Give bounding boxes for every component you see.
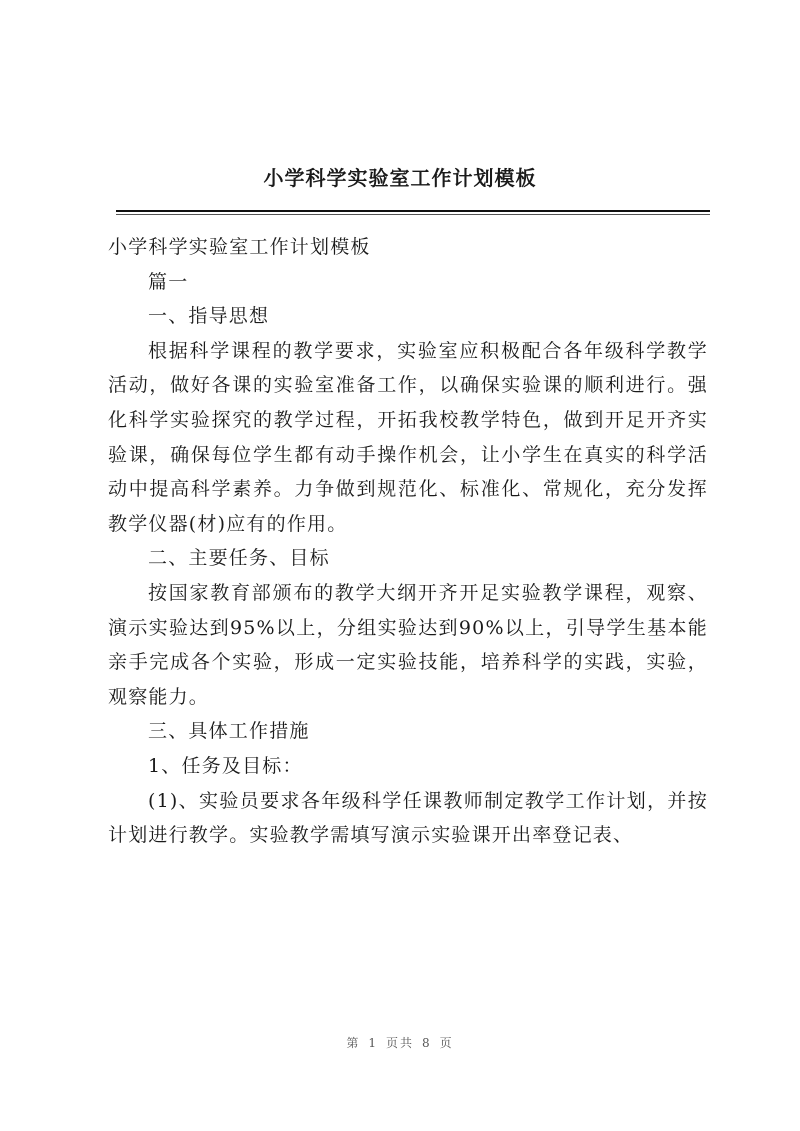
page-title: 小学科学实验室工作计划模板 xyxy=(263,166,537,190)
section-heading: 一、指导思想 xyxy=(148,305,270,328)
page-number: 1 xyxy=(368,1036,378,1050)
page-prefix: 第 xyxy=(346,1036,361,1050)
title-divider xyxy=(116,210,710,212)
page-middle: 页共 xyxy=(385,1036,414,1050)
body-heading: 小学科学实验室工作计划模板 xyxy=(108,236,371,258)
body-paragraph: (1)、实验员要求各年级科学任课教师制定教学工作计划，并按计划进行教学。实验教学需填写演示实验课开出率登记表、 xyxy=(108,789,708,847)
page-footer xyxy=(0,1034,800,1051)
body-paragraph: 按国家教育部颁布的教学大纲开齐开足实验教学课程，观察、演示实验达到95%以上，分组实验达到90%以上，引导学生基本能亲手完成各个实验，形成一定实验技能，培养科学的实践，实验，观察能力。 xyxy=(108,581,708,708)
document-body xyxy=(108,230,708,853)
page-suffix: 页 xyxy=(439,1036,454,1050)
title-divider-thin xyxy=(116,214,710,215)
section-heading: 二、主要任务、目标 xyxy=(148,547,330,570)
total-pages: 8 xyxy=(422,1036,432,1050)
section-label: 篇一 xyxy=(148,270,189,293)
subsection-heading: 1、任务及目标： xyxy=(148,754,303,777)
body-paragraph: 根据科学课程的教学要求，实验室应积极配合各年级科学教学活动，做好各课的实验室准备工作，以确保实验课的顺利进行。强化科学实验探究的教学过程，开拓我校教学特色，做到开足开齐实验课，确保每位学生都有动手操作机会，让小学生在真实的科学活动中提高科学素养。力争做到规范化、标准化、常规化，充分发挥教学仪器(材)应有的作用。 xyxy=(108,339,708,535)
section-heading: 三、具体工作措施 xyxy=(148,720,310,743)
